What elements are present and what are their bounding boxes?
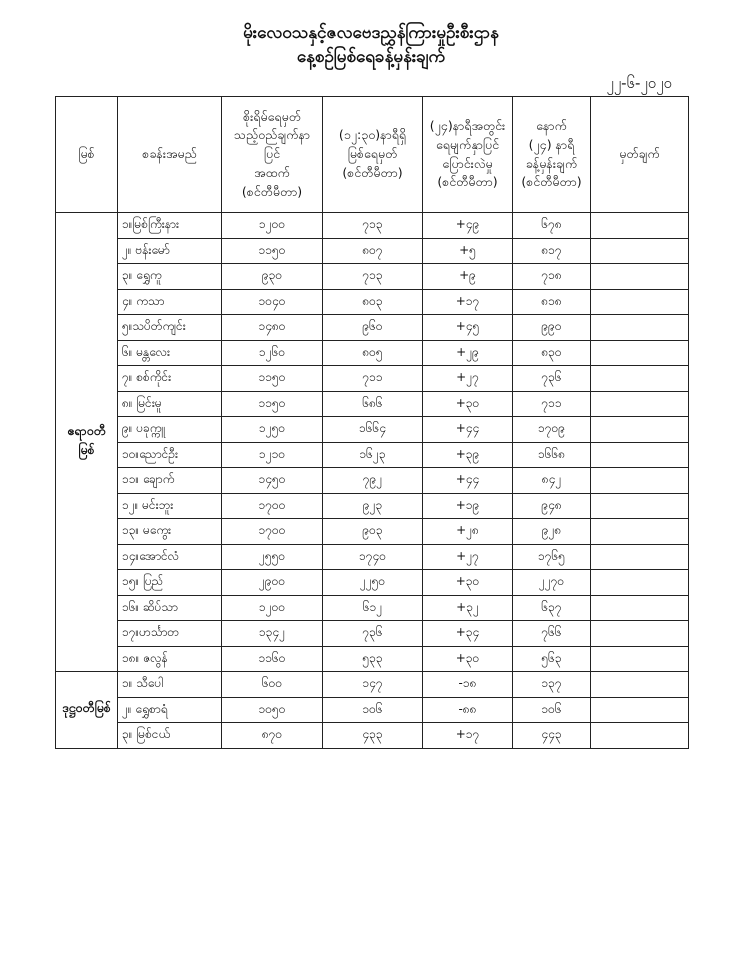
table-row bbox=[56, 315, 689, 341]
current-level: ၁၇၄၀ bbox=[323, 544, 423, 570]
forecast-level: ၁၇၀၉ bbox=[513, 417, 591, 443]
danger-level: ၁၄၈၀ bbox=[222, 315, 323, 341]
danger-level: ၁၁၅၀ bbox=[222, 366, 323, 392]
table-row bbox=[56, 264, 689, 290]
current-level: ၉၂၃ bbox=[323, 493, 423, 519]
danger-level: ၁၁၆၀ bbox=[222, 646, 323, 672]
station-name: ၂။ ရွှေစာရံ bbox=[118, 697, 222, 723]
danger-level: ၁၄၅၀ bbox=[222, 468, 323, 494]
danger-level: ၁၂၀၀ bbox=[222, 595, 323, 621]
remark-cell bbox=[591, 366, 689, 392]
forecast-level: ၉၉၀ bbox=[513, 315, 591, 341]
current-level: ၈၀၅ bbox=[323, 340, 423, 366]
remark-cell bbox=[591, 417, 689, 443]
level-change: +၄၉ bbox=[423, 213, 513, 239]
danger-level: ၂၉၀၀ bbox=[222, 570, 323, 596]
table-row bbox=[56, 723, 689, 749]
current-level: ၆၈၆ bbox=[323, 391, 423, 417]
station-name: ၁။မြစ်ကြီးနား bbox=[118, 213, 222, 239]
current-level: ၂၂၅၀ bbox=[323, 570, 423, 596]
table-row bbox=[56, 493, 689, 519]
remark-cell bbox=[591, 340, 689, 366]
forecast-level: ၁၆၆၈ bbox=[513, 442, 591, 468]
danger-level: ၁၀၄၀ bbox=[222, 289, 323, 315]
level-change: +၁၇ bbox=[423, 289, 513, 315]
station-name: ၃။ မြစ်ငယ် bbox=[118, 723, 222, 749]
danger-level: ၁၂၀၀ bbox=[222, 213, 323, 239]
remark-cell bbox=[591, 672, 689, 698]
current-level: ၈၀၃ bbox=[323, 289, 423, 315]
remark-cell bbox=[591, 468, 689, 494]
forecast-table bbox=[55, 96, 689, 749]
remark-cell bbox=[591, 646, 689, 672]
current-level: ၁၆၆၄ bbox=[323, 417, 423, 443]
forecast-level: ၉၄၈ bbox=[513, 493, 591, 519]
remark-cell bbox=[591, 544, 689, 570]
level-change: +၄၅ bbox=[423, 315, 513, 341]
table-row bbox=[56, 238, 689, 264]
danger-level: ၆၀၀ bbox=[222, 672, 323, 698]
forecast-level: ၈၁၈ bbox=[513, 289, 591, 315]
station-name: ၁၇။ဟင်္သာတ bbox=[118, 621, 222, 647]
danger-level: ၁၂၁၀ bbox=[222, 442, 323, 468]
table-row bbox=[56, 646, 689, 672]
forecast-level: ၈၁၇ bbox=[513, 238, 591, 264]
column-header-current-level: (၁၂:၃၀)နာရီရှိ မြစ်ရေမှတ် (စင်တီမီတာ) bbox=[323, 97, 423, 213]
station-name: ၁၆။ ဆိပ်သာ bbox=[118, 595, 222, 621]
station-name: ၁၀။ညောင်ဦး bbox=[118, 442, 222, 468]
station-name: ၄။ ကသာ bbox=[118, 289, 222, 315]
table-row bbox=[56, 468, 689, 494]
remark-cell bbox=[591, 315, 689, 341]
column-header-danger-level: စိုးရိမ်ရေမှတ် သည့်ဝည်ချက်နာပြင် အထက် (စင်တီမီတာ) bbox=[222, 97, 323, 213]
current-level: ၁၆၂၃ bbox=[323, 442, 423, 468]
remark-cell bbox=[591, 697, 689, 723]
forecast-level: ၁၇၆၅ bbox=[513, 544, 591, 570]
current-level: ၉၆၀ bbox=[323, 315, 423, 341]
page-title: မိုးလေဝသနှင့်ဇလဗေဒညွှန်ကြားမှုဦးစီးဌာန bbox=[243, 23, 499, 43]
remark-cell bbox=[591, 595, 689, 621]
station-name: ၅။သပိတ်ကျင်း bbox=[118, 315, 222, 341]
remark-cell bbox=[591, 391, 689, 417]
station-name: ၇။ စစ်ကိုင်း bbox=[118, 366, 222, 392]
level-change: +၅ bbox=[423, 238, 513, 264]
remark-cell bbox=[591, 570, 689, 596]
current-level: ၇၁၃ bbox=[323, 213, 423, 239]
level-change: +၄၄ bbox=[423, 468, 513, 494]
forecast-level: ၅၆၃ bbox=[513, 646, 591, 672]
table-row bbox=[56, 672, 689, 698]
station-name: ၁။ သီပေါ bbox=[118, 672, 222, 698]
level-change: +၃၀ bbox=[423, 391, 513, 417]
remark-cell bbox=[591, 519, 689, 545]
remark-cell bbox=[591, 238, 689, 264]
station-name: ၆။ မန္တလေး bbox=[118, 340, 222, 366]
remark-cell bbox=[591, 442, 689, 468]
current-level: ၅၃၃ bbox=[323, 646, 423, 672]
table-row bbox=[56, 366, 689, 392]
danger-level: ၁၁၅၀ bbox=[222, 238, 323, 264]
current-level: ၆၁၂ bbox=[323, 595, 423, 621]
level-change: +၂၇ bbox=[423, 366, 513, 392]
level-change: +၉ bbox=[423, 264, 513, 290]
table-row bbox=[56, 621, 689, 647]
river-name: ဒုဋ္ဌဝတီမြစ် bbox=[56, 672, 118, 749]
forecast-level: ၇၁၁ bbox=[513, 391, 591, 417]
table-row bbox=[56, 595, 689, 621]
table-row bbox=[56, 340, 689, 366]
forecast-level: ၆၇၈ bbox=[513, 213, 591, 239]
station-name: ၁၂။ မင်းဘူး bbox=[118, 493, 222, 519]
column-header-forecast: နောက် (၂၄) နာရီ ခန့်မှန်းချက် (စင်တီမီတာ) bbox=[513, 97, 591, 213]
column-header-remark: မှတ်ချက် bbox=[591, 97, 689, 213]
station-name: ၁၄။အောင်လံ bbox=[118, 544, 222, 570]
forecast-level: ၈၃၀ bbox=[513, 340, 591, 366]
current-level: ၁၀၆ bbox=[323, 697, 423, 723]
forecast-level: ၈၄၂ bbox=[513, 468, 591, 494]
danger-level: ၈၇၀ bbox=[222, 723, 323, 749]
forecast-level: ၁၀၆ bbox=[513, 697, 591, 723]
remark-cell bbox=[591, 723, 689, 749]
table-row bbox=[56, 417, 689, 443]
forecast-level: ၂၂၇၀ bbox=[513, 570, 591, 596]
danger-level: ၉၃၀ bbox=[222, 264, 323, 290]
level-change: +၁၇ bbox=[423, 723, 513, 749]
current-level: ၇၃၆ bbox=[323, 621, 423, 647]
level-change: +၂၈ bbox=[423, 519, 513, 545]
forecast-level: ၆၃၇ bbox=[513, 595, 591, 621]
current-level: ၁၄၇ bbox=[323, 672, 423, 698]
forecast-level: ၇၆၆ bbox=[513, 621, 591, 647]
forecast-level: ၇၃၆ bbox=[513, 366, 591, 392]
table-row bbox=[56, 519, 689, 545]
danger-level: ၂၅၅၀ bbox=[222, 544, 323, 570]
table-row bbox=[56, 544, 689, 570]
current-level: ၇၁၁ bbox=[323, 366, 423, 392]
level-change: +၃၀ bbox=[423, 646, 513, 672]
danger-level: ၁၁၅၀ bbox=[222, 391, 323, 417]
current-level: ၈၀၇ bbox=[323, 238, 423, 264]
table-body bbox=[56, 213, 689, 749]
current-level: ၇၁၃ bbox=[323, 264, 423, 290]
station-name: ၁၃။ မကွေး bbox=[118, 519, 222, 545]
level-change: -၁၈ bbox=[423, 672, 513, 698]
table-row bbox=[56, 213, 689, 239]
level-change: +၃၉ bbox=[423, 442, 513, 468]
column-header-station: စခန်းအမည် bbox=[118, 97, 222, 213]
station-name: ၂။ ဗန်းမော် bbox=[118, 238, 222, 264]
danger-level: ၁၂၆၀ bbox=[222, 340, 323, 366]
table-row bbox=[56, 391, 689, 417]
table-row bbox=[56, 697, 689, 723]
level-change: +၁၉ bbox=[423, 493, 513, 519]
remark-cell bbox=[591, 213, 689, 239]
header-row bbox=[56, 97, 689, 213]
danger-level: ၁၇၀၀ bbox=[222, 519, 323, 545]
remark-cell bbox=[591, 621, 689, 647]
column-header-change: (၂၄)နာရီအတွင်း ရေမျက်နှာပြင် ပြောင်းလဲမှု (စင်တီမီတာ) bbox=[423, 97, 513, 213]
report-date: ၂၂-၆-၂၀၂၀ bbox=[606, 74, 672, 92]
station-name: ၁၈။ ဇလွန် bbox=[118, 646, 222, 672]
remark-cell bbox=[591, 264, 689, 290]
danger-level: ၁၃၄၂ bbox=[222, 621, 323, 647]
danger-level: ၁၇၀၀ bbox=[222, 493, 323, 519]
forecast-level: ၉၂၈ bbox=[513, 519, 591, 545]
forecast-level: ၄၄၃ bbox=[513, 723, 591, 749]
river-name: ဧရာဝတီမြစ် bbox=[56, 213, 118, 672]
current-level: ၄၃၃ bbox=[323, 723, 423, 749]
column-header-river: မြစ် bbox=[56, 97, 118, 213]
danger-level: ၁၂၅၀ bbox=[222, 417, 323, 443]
station-name: ၁၁။ ချောက် bbox=[118, 468, 222, 494]
station-name: ၃။ ရွှေကူ bbox=[118, 264, 222, 290]
forecast-level: ၁၃၇ bbox=[513, 672, 591, 698]
forecast-level: ၇၁၈ bbox=[513, 264, 591, 290]
level-change: +၃၄ bbox=[423, 621, 513, 647]
table-row bbox=[56, 442, 689, 468]
current-level: ၉၀၃ bbox=[323, 519, 423, 545]
level-change: -၈၈ bbox=[423, 697, 513, 723]
table-row bbox=[56, 570, 689, 596]
station-name: ၉။ ပခုက္ကူ bbox=[118, 417, 222, 443]
remark-cell bbox=[591, 289, 689, 315]
level-change: +၂၉ bbox=[423, 340, 513, 366]
level-change: +၃၂ bbox=[423, 595, 513, 621]
danger-level: ၁၀၅၀ bbox=[222, 697, 323, 723]
station-name: ၈။ မြင်းမူ bbox=[118, 391, 222, 417]
table-row bbox=[56, 289, 689, 315]
level-change: +၄၄ bbox=[423, 417, 513, 443]
level-change: +၂၇ bbox=[423, 544, 513, 570]
page-subtitle: နေ့စဉ်မြစ်ရေခန့်မှန်းချက် bbox=[296, 47, 446, 67]
station-name: ၁၅။ ပြည် bbox=[118, 570, 222, 596]
current-level: ၇၉၂ bbox=[323, 468, 423, 494]
level-change: +၃၀ bbox=[423, 570, 513, 596]
remark-cell bbox=[591, 493, 689, 519]
